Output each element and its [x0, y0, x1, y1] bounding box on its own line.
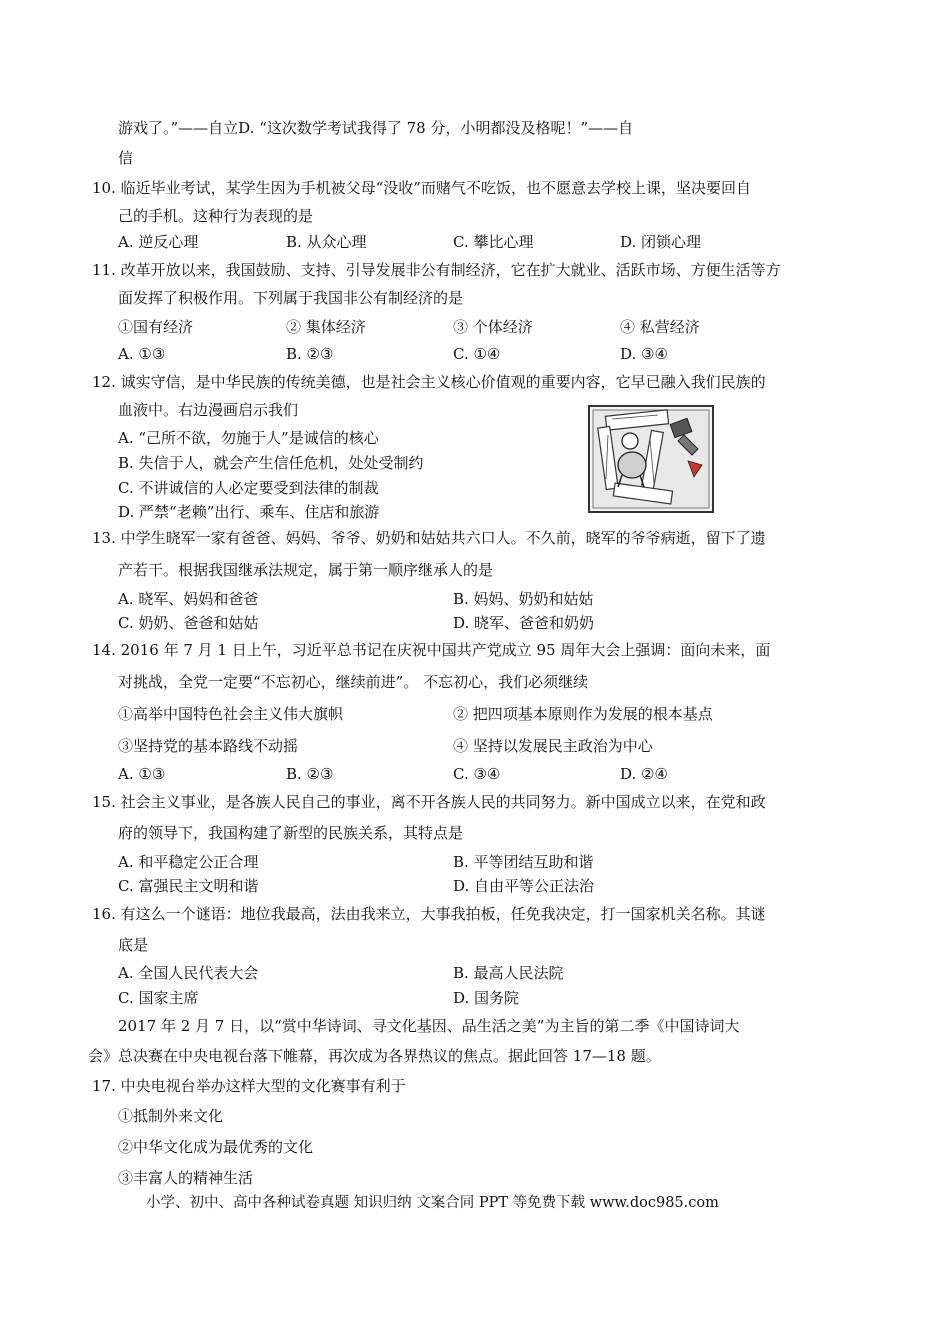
q12-option-a: A. “己所不欲，勿施于人”是诚信的核心	[118, 429, 379, 447]
q17-item-2: ②中华文化成为最优秀的文化	[118, 1138, 314, 1156]
q12-stem-line-1: 12. 诚实守信，是中华民族的传统美德，也是社会主义核心价值观的重要内容，它早已融入我们民族的	[92, 373, 766, 391]
q14-option-b: B. ②③	[286, 765, 334, 783]
q16-option-c: C. 国家主席	[118, 989, 199, 1007]
q10-stem-line-1: 10. 临近毕业考试，某学生因为手机被父母“没收”而赌气不吃饭，也不愿意去学校上课，坚决要回自	[92, 179, 751, 197]
q11-option-d: D. ③④	[620, 345, 668, 363]
q14-option-c: C. ③④	[453, 765, 501, 783]
q11-option-b: B. ②③	[286, 345, 334, 363]
q17-item-1: ①抵制外来文化	[118, 1107, 224, 1125]
q12-option-b: B. 失信于人，就会产生信任危机，处处受制约	[118, 454, 424, 472]
q14-stem-line-1: 14. 2016 年 7 月 1 日上午，习近平总书记在庆祝中国共产党成立 95 周年大会上强调：面向未来，面	[92, 641, 771, 659]
q13-stem-line-2: 产若干。根据我国继承法规定，属于第一顺序继承人的是	[118, 561, 494, 579]
q16-option-b: B. 最高人民法院	[453, 964, 564, 982]
page-footer: 小学、初中、高中各种试卷真题 知识归纳 文案合同 PPT 等免费下载 www.doc985.com	[146, 1195, 719, 1211]
q13-stem-line-1: 13. 中学生晓军一家有爸爸、妈妈、爷爷、奶奶和姑姑共六口人。不久前，晓军的爷爷病逝，留下了遗	[92, 529, 766, 547]
q13-option-c: C. 奶奶、爸爸和姑姑	[118, 614, 259, 632]
q14-item-1: ①高举中国特色社会主义伟大旗帜	[118, 705, 344, 723]
honesty-cartoon-image	[588, 405, 714, 513]
q11-option-a: A. ①③	[118, 345, 166, 363]
q10-option-c: C. 攀比心理	[453, 233, 534, 251]
q15-option-c: C. 富强民主文明和谐	[118, 877, 259, 895]
q12-option-d: D. 严禁“老赖”出行、乘车、住店和旅游	[118, 503, 380, 521]
q17-item-3: ③丰富人的精神生活	[118, 1169, 254, 1187]
q12-option-c: C. 不讲诚信的人必定要受到法律的制裁	[118, 479, 379, 497]
q13-option-b: B. 妈妈、奶奶和姑姑	[453, 590, 594, 608]
q16-stem-line-2: 底是	[118, 936, 149, 954]
q11-item-2: ② 集体经济	[286, 318, 366, 336]
q11-item-4: ④ 私营经济	[620, 318, 700, 336]
q13-option-d: D. 晓军、爸爸和奶奶	[453, 614, 595, 632]
prev-question-line-2: 信	[118, 149, 134, 167]
q11-stem-line-2: 面发挥了积极作用。下列属于我国非公有制经济的是	[118, 289, 464, 307]
q11-item-3: ③ 个体经济	[453, 318, 533, 336]
q10-stem-line-2: 己的手机。这种行为表现的是	[118, 207, 314, 225]
q14-option-a: A. ①③	[118, 765, 166, 783]
q10-option-b: B. 从众心理	[286, 233, 367, 251]
q15-stem-line-2: 府的领导下，我国构建了新型的民族关系，其特点是	[118, 824, 464, 842]
prev-question-line-1: 游戏了。”——自立D. “这次数学考试我得了 78 分，小明都没及格呢！”——自	[118, 119, 634, 137]
q16-option-d: D. 国务院	[453, 989, 520, 1007]
q14-stem-line-2: 对挑战，全党一定要“不忘初心，继续前进”。 不忘初心，我们必须继续	[118, 673, 589, 691]
material-line-2: 会》总决赛在中央电视台落下帷幕，再次成为各界热议的焦点。据此回答 17—18 题。	[88, 1047, 661, 1065]
q12-stem-line-2: 血液中。右边漫画启示我们	[118, 401, 299, 419]
q14-item-3: ③坚持党的基本路线不动摇	[118, 737, 299, 755]
q15-stem-line-1: 15. 社会主义事业，是各族人民自己的事业，离不开各族人民的共同努力。新中国成立以来，在党和政	[92, 793, 766, 811]
q15-option-a: A. 和平稳定公正合理	[118, 853, 259, 871]
q13-option-a: A. 晓军、妈妈和爸爸	[118, 590, 259, 608]
q10-option-d: D. 闭锁心理	[620, 233, 702, 251]
q11-stem-line-1: 11. 改革开放以来，我国鼓励、支持、引导发展非公有制经济，它在扩大就业、活跃市场、方便生活等方	[92, 261, 781, 279]
q15-option-d: D. 自由平等公正法治	[453, 877, 595, 895]
q11-item-1: ①国有经济	[118, 318, 194, 336]
q11-option-c: C. ①④	[453, 345, 501, 363]
q14-item-4: ④ 坚持以发展民主政治为中心	[453, 737, 653, 755]
q14-option-d: D. ②④	[620, 765, 668, 783]
q10-option-a: A. 逆反心理	[118, 233, 199, 251]
q16-option-a: A. 全国人民代表大会	[118, 964, 259, 982]
q17-stem-line-1: 17. 中央电视台举办这样大型的文化赛事有利于	[92, 1077, 406, 1095]
q14-item-2: ② 把四项基本原则作为发展的根本基点	[453, 705, 713, 723]
material-line-1: 2017 年 2 月 7 日，以“赏中华诗词、寻文化基因、品生活之美”为主旨的第二季《中国诗词大	[118, 1017, 740, 1035]
q16-stem-line-1: 16. 有这么一个谜语：地位我最高，法由我来立，大事我拍板，任免我决定，打一国家机关名称。其谜	[92, 905, 766, 923]
q15-option-b: B. 平等团结互助和谐	[453, 853, 594, 871]
